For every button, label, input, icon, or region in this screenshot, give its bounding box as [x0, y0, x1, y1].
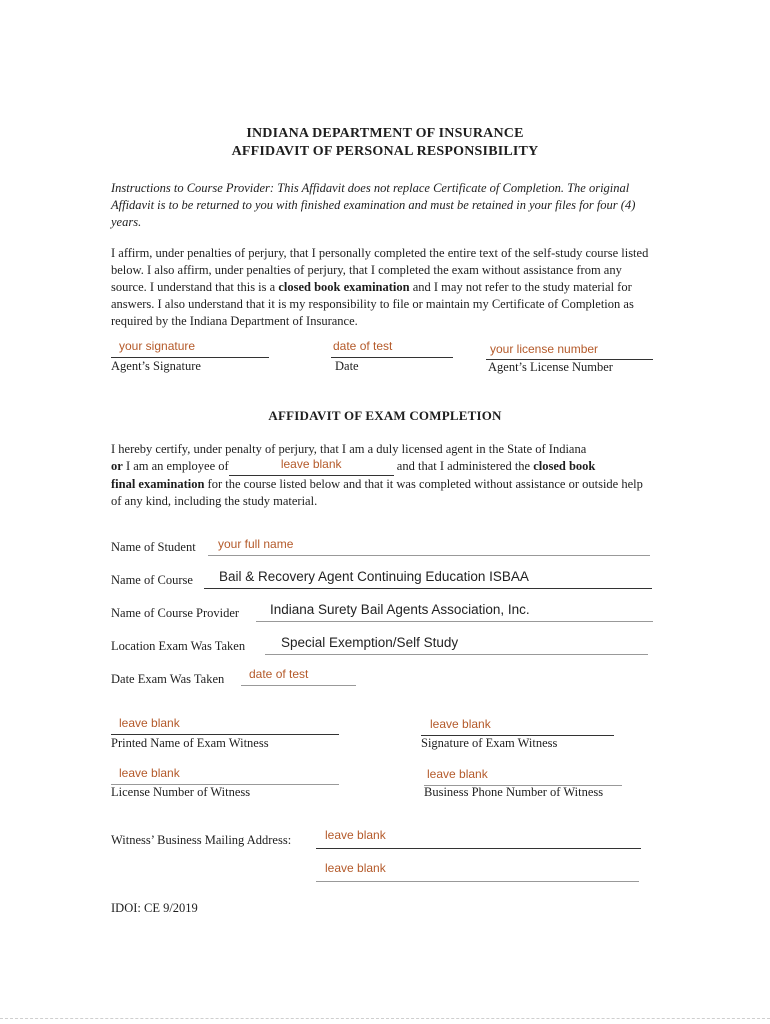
exam-text-4: for the course listed below and that it was completed without assistance or outside help of any kind, including the study material.: [111, 477, 643, 508]
witness-license-value: leave blank: [119, 766, 180, 780]
course-value: Bail & Recovery Agent Continuing Education ISBAA: [219, 569, 529, 584]
date-taken-field[interactable]: [241, 667, 356, 686]
exam-text-3: and that I administered the: [393, 459, 534, 473]
witness-printed-name-value: leave blank: [119, 716, 180, 730]
affirm-bold: closed book examination: [278, 280, 410, 294]
witness-address-line1-value: leave blank: [325, 828, 386, 842]
date-taken-label: Date Exam Was Taken: [111, 672, 225, 686]
location-label: Location Exam Was Taken: [111, 639, 246, 653]
affirm-text-1: I affirm, under penalties of perjury, that I personally completed the entire text of the self-study course listed below. I also affirm, under penalties of perjury, that I completed the exam without assistance from any source. I understand that this is a: [111, 246, 649, 294]
exam-section-title: AFFIDAVIT OF EXAM COMPLETION: [268, 408, 502, 423]
student-label: Name of Student: [111, 540, 196, 554]
exam-or: or: [111, 459, 123, 473]
provider-field[interactable]: [256, 601, 653, 622]
agent-signature-field[interactable]: [111, 339, 269, 358]
document-subtitle: AFFIDAVIT OF PERSONAL RESPONSIBILITY: [231, 144, 539, 159]
exam-text-1: I hereby certify, under penalty of perjury, that I am a duly licensed agent in the State of Indiana: [111, 442, 587, 456]
exam-final-exam: final examination: [111, 477, 205, 491]
exam-closed-book: closed book: [533, 459, 596, 473]
date-label: Date: [335, 359, 359, 373]
date-value: date of test: [333, 339, 393, 353]
witness-license-label: License Number of Witness: [111, 785, 251, 799]
date-taken-value: date of test: [249, 667, 309, 681]
student-value: your full name: [218, 537, 294, 551]
date-field[interactable]: [331, 339, 453, 358]
provider-label: Name of Course Provider: [111, 606, 240, 620]
student-field[interactable]: [208, 537, 650, 556]
location-field[interactable]: [265, 634, 648, 655]
witness-phone-value: leave blank: [427, 767, 488, 781]
witness-address-line1-field[interactable]: [316, 828, 641, 849]
witness-address-line2-value: leave blank: [325, 861, 386, 875]
form-id: IDOI: CE 9/2019: [111, 901, 198, 915]
witness-phone-label: Business Phone Number of Witness: [424, 785, 604, 799]
course-label: Name of Course: [111, 573, 193, 587]
license-number-field[interactable]: [486, 341, 653, 360]
employer-value: leave blank: [280, 457, 342, 471]
affirm-text-2: and I may not refer to the study material for answers. I also understand that it is my responsibility to file or maintain my Certificate of Completion as required by the Indiana Department of Insurance.: [111, 280, 634, 328]
affirm-paragraph: [111, 245, 656, 330]
agent-signature-value: your signature: [119, 339, 196, 353]
license-number-label: Agent’s License Number: [488, 360, 613, 374]
provider-value: Indiana Surety Bail Agents Association, Inc.: [270, 602, 530, 617]
instructions-paragraph: Instructions to Course Provider: This Affidavit does not replace Certificate of Completion. The original Affidavit is to be returned to you with finished examination and must be retained in your files for four (4) years.: [111, 181, 636, 229]
witness-printed-name-label: Printed Name of Exam Witness: [111, 736, 269, 750]
license-number-value: your license number: [490, 342, 599, 356]
witness-address-line2-field[interactable]: [316, 861, 639, 882]
exam-text-2: I am an employee of: [122, 459, 229, 473]
witness-printed-name-field[interactable]: [111, 716, 339, 735]
exam-paragraph: [111, 441, 656, 510]
course-field[interactable]: [204, 568, 652, 589]
witness-address-label: Witness’ Business Mailing Address:: [111, 833, 292, 847]
scan-edge-line: [0, 1018, 770, 1019]
document-title: INDIANA DEPARTMENT OF INSURANCE: [246, 126, 524, 141]
witness-signature-label: Signature of Exam Witness: [421, 736, 558, 750]
employer-field[interactable]: [229, 458, 394, 476]
witness-phone-field[interactable]: [424, 767, 622, 786]
location-value: Special Exemption/Self Study: [281, 635, 459, 650]
witness-signature-value: leave blank: [430, 717, 491, 731]
agent-signature-label: Agent’s Signature: [111, 359, 201, 373]
witness-license-field[interactable]: [111, 766, 339, 785]
witness-signature-field[interactable]: [421, 717, 614, 736]
